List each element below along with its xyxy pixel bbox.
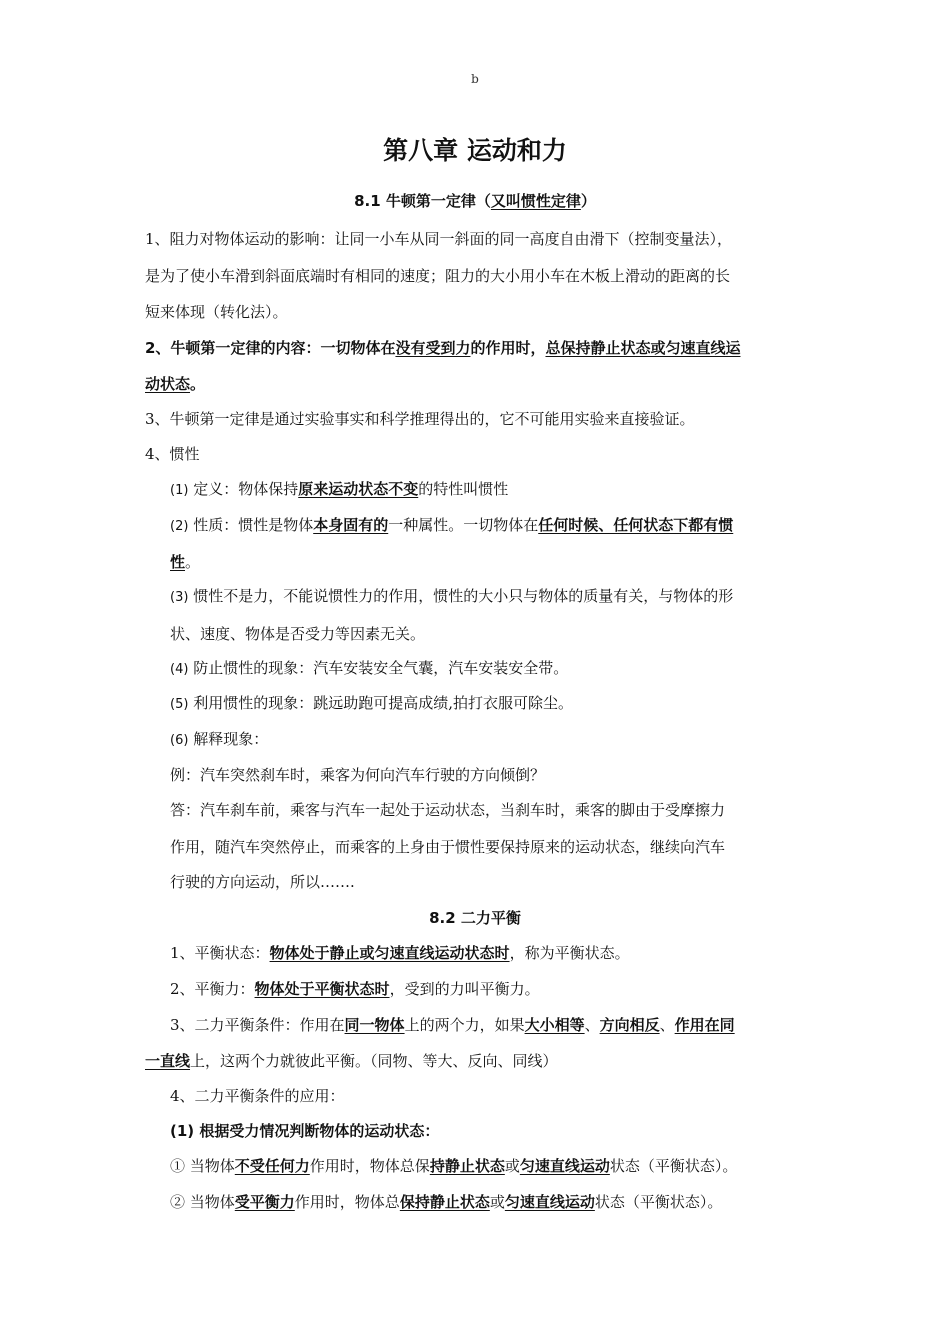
- inertia-property-line-1: (2) 性质：惯性是物体本身固有的一种属性。一切物体在任何时候、任何状态下都有惯: [170, 516, 734, 534]
- inertia-note-line-1: (3) 惯性不是力，不能说惯性力的作用，惯性的大小只与物体的质量有关，与物体的形: [170, 587, 734, 605]
- paragraph-4: 4、惯性: [145, 445, 200, 463]
- inertia-note-line-2: 状、速度、物体是否受力等因素无关。: [170, 625, 426, 643]
- balance-state: 1、平衡状态：物体处于静止或匀速直线运动状态时，称为平衡状态。: [170, 944, 630, 962]
- paragraph-1-line-1: 1、阻力对物体运动的影响：让同一小车从同一斜面的同一高度自由滑下（控制变量法），: [145, 230, 733, 248]
- balance-force: 2、平衡力：物体处于平衡状态时，受到的力叫平衡力。: [170, 980, 540, 998]
- application-item-1: (1) 根据受力情况判断物体的运动状态：: [170, 1122, 440, 1140]
- example-question: 例：汽车突然刹车时，乘客为何向汽车行驶的方向倾倒？: [170, 766, 546, 784]
- answer-line-1: 答：汽车刹车前，乘客与汽车一起处于运动状态，当刹车时，乘客的脚由于受摩擦力: [170, 801, 726, 819]
- section-title-8-1: 8.1 牛顿第一定律（又叫惯性定律）: [354, 192, 596, 210]
- inertia-definition: (1) 定义：物体保持原来运动状态不变的特性叫惯性: [170, 480, 509, 498]
- paragraph-1-line-3: 短来体现（转化法）。: [145, 303, 288, 321]
- paragraph-1-line-2: 是为了使小车滑到斜面底端时有相同的速度；阻力的大小用小车在木板上滑动的距离的长: [145, 267, 731, 285]
- section-title-8-2: 8.2 二力平衡: [429, 909, 521, 927]
- inertia-explain: (6) 解释现象：: [170, 730, 269, 748]
- paragraph-2-line-2: 动状态。: [145, 375, 206, 393]
- chapter-title: 第八章 运动和力: [383, 136, 567, 165]
- answer-line-2: 作用，随汽车突然停止，而乘客的上身由于惯性要保持原来的运动状态，继续向汽车: [170, 838, 726, 856]
- header-mark: b: [471, 72, 479, 86]
- inertia-prevent: (4) 防止惯性的现象：汽车安装安全气囊，汽车安装安全带。: [170, 659, 569, 677]
- inertia-use: (5) 利用惯性的现象：跳远助跑可提高成绩,拍打衣服可除尘。: [170, 694, 573, 712]
- answer-line-3: 行驶的方向运动，所以…….: [170, 873, 355, 891]
- balance-condition-line-2: 一直线上，这两个力就彼此平衡。（同物、等大、反向、同线）: [145, 1052, 558, 1070]
- case-balanced-force: ② 当物体受平衡力作用时，物体总保持静止状态或匀速直线运动状态（平衡状态）。: [170, 1193, 723, 1211]
- paragraph-3: 3、牛顿第一定律是通过实验事实和科学推理得出的，它不可能用实验来直接验证。: [145, 410, 695, 428]
- inertia-property-line-2: 性。: [170, 553, 201, 571]
- balance-application: 4、二力平衡条件的应用：: [170, 1087, 345, 1105]
- balance-condition-line-1: 3、二力平衡条件：作用在同一物体上的两个力，如果大小相等、方向相反、作用在同: [170, 1016, 735, 1034]
- paragraph-2-line-1: 2、牛顿第一定律的内容：一切物体在没有受到力的作用时，总保持静止状态或匀速直线运: [145, 339, 741, 357]
- case-no-force: ① 当物体不受任何力作用时，物体总保持静止状态或匀速直线运动状态（平衡状态）。: [170, 1157, 738, 1175]
